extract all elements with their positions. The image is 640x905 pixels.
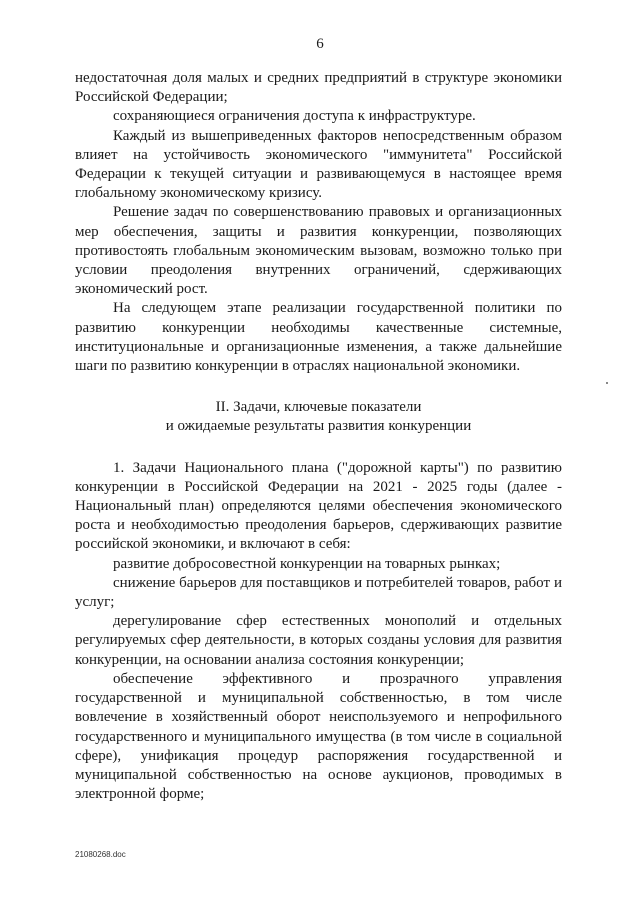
document-body [75, 69, 562, 804]
paragraph-4: Решение задач по совершенствованию правовых и организационных мер обеспечения, защиты и развития конкуренции, позволяющих противостоять глобальным экономическим вызовам, возможно только при условии преодоления внутренних ограничений, сдерживающих экономический рост. [75, 204, 562, 298]
paragraph-9: дерегулирование сфер естественных монополий и отдельных регулируемых сфер деятельности, в которых созданы условия для развития конкуренции, на основании анализа состояния конкуренции; [75, 613, 562, 668]
paragraph-1: недостаточная доля малых и средних предприятий в структуре экономики Российской Федерации; [75, 70, 562, 106]
margin-mark [606, 382, 608, 384]
section-title-line-2: и ожидаемые результаты развития конкуренции [165, 418, 472, 435]
paragraph-6: 1. Задачи Национального плана ("дорожной карты") по развитию конкуренции в Российской Федерации на 2021 - 2025 годы (далее - Национальный план) определяются целями обеспечения экономического роста и необходимостью преодоления барьеров, сдерживающих развитие российской экономики, и включают в себя: [75, 459, 562, 553]
paragraph-7: развитие добросовестной конкуренции на товарных рынках; [113, 555, 501, 572]
file-footer: 21080268.doc [75, 850, 126, 859]
section-heading [75, 398, 562, 436]
paragraph-3: Каждый из вышеприведенных факторов непосредственным образом влияет на устойчивость экономического "иммунитета" Российской Федерации к текущей ситуации и развивающемуся в настоящее время глобальному экономическому кризису. [75, 127, 562, 202]
paragraph-10: обеспечение эффективного и прозрачного управления государственной и муниципальной собственностью, в том числе вовлечение в хозяйственный оборот неиспользуемого и непрофильного государственного и муниципального имущества (в том числе в социальной сфере), унификация процедур распоряжения государственной и муниципальной собственностью на основе аукционов, проводимых в электронной форме; [75, 670, 562, 803]
paragraph-5: На следующем этапе реализации государственной политики по развитию конкуренции необходимы качественные системные, институциональные и организационные изменения, а также дальнейшие шаги по развитию конкуренции в отраслях национальной экономики. [75, 300, 562, 375]
paragraph-2: сохраняющиеся ограничения доступа к инфраструктуре. [113, 108, 476, 125]
section-title-line-1: II. Задачи, ключевые показатели [215, 399, 422, 416]
paragraph-8: снижение барьеров для поставщиков и потребителей товаров, работ и услуг; [75, 574, 562, 611]
page-number: 6 [316, 36, 324, 52]
